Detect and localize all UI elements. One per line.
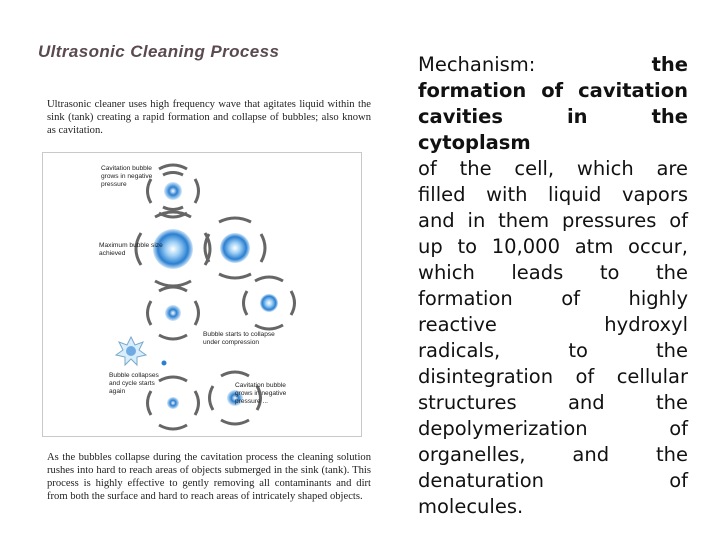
mechanism-line: and in them pressures of <box>418 209 688 232</box>
caption-grows-1: Cavitation bubble grows in negative pressure <box>101 165 153 188</box>
cavitation-diagram <box>42 152 362 437</box>
caption-cycle: Bubble collapses and cycle starts again <box>109 372 159 395</box>
mechanism-line: structures and the <box>418 391 688 414</box>
caption-max-size: Maximum bubble size achieved <box>99 242 163 257</box>
mechanism-line: filled with liquid vapors <box>418 183 688 206</box>
figure-title: Ultrasonic Cleaning Process <box>38 42 280 61</box>
mechanism-line: up to 10,000 atm occur, <box>418 235 688 258</box>
mechanism-line: depolymerization of <box>418 417 688 440</box>
caption-collapse: Bubble starts to collapse under compression <box>203 331 275 346</box>
mechanism-bold-line: cavities in the cytoplasm <box>418 105 688 154</box>
cavitation-diagram-svg <box>43 153 361 436</box>
bubble-burst <box>116 337 146 365</box>
mechanism-line: of the cell, which are <box>418 157 688 180</box>
caption-grows-2: Cavitation bubble grows in negative pressure ... <box>235 382 287 405</box>
mechanism-line: radicals, to the <box>418 339 688 362</box>
tiny-bubble <box>162 361 167 366</box>
mechanism-line: formation of highly <box>418 287 688 310</box>
mechanism-line: denaturation of <box>418 469 688 492</box>
mechanism-line: organelles, and the <box>418 443 688 466</box>
mechanism-bold-text: the <box>651 53 688 76</box>
mechanism-line: disintegration of cellular <box>418 365 688 388</box>
mechanism-line: molecules. <box>418 495 524 518</box>
figure-outro-text: As the bubbles collapse during the cavitation process the cleaning solution rushes into hard to reach areas of objects submerged in the sink (tank). This process is highly effective to gently removing all contaminants and dirt from both the surface and hard to reach areas of intricately shaped objects. <box>47 452 371 502</box>
bubble-stage-2 <box>205 218 265 278</box>
mechanism-line: which leads to the <box>418 261 688 284</box>
mechanism-line <box>418 52 688 78</box>
mechanism-bold-line: formation of cavitation <box>418 79 688 102</box>
figure-intro-text: Ultrasonic cleaner uses high frequency wave that agitates liquid within the sink (tank) creating a rapid formation and collapse of bubbles; also known as cavitation. <box>47 99 371 136</box>
mechanism-label: Mechanism: <box>418 53 652 76</box>
mechanism-line: reactive hydroxyl <box>418 313 688 336</box>
bubble-stage-compress-1 <box>148 287 199 339</box>
bubble-stage-compress-2 <box>244 277 295 329</box>
mechanism-text <box>418 52 688 520</box>
